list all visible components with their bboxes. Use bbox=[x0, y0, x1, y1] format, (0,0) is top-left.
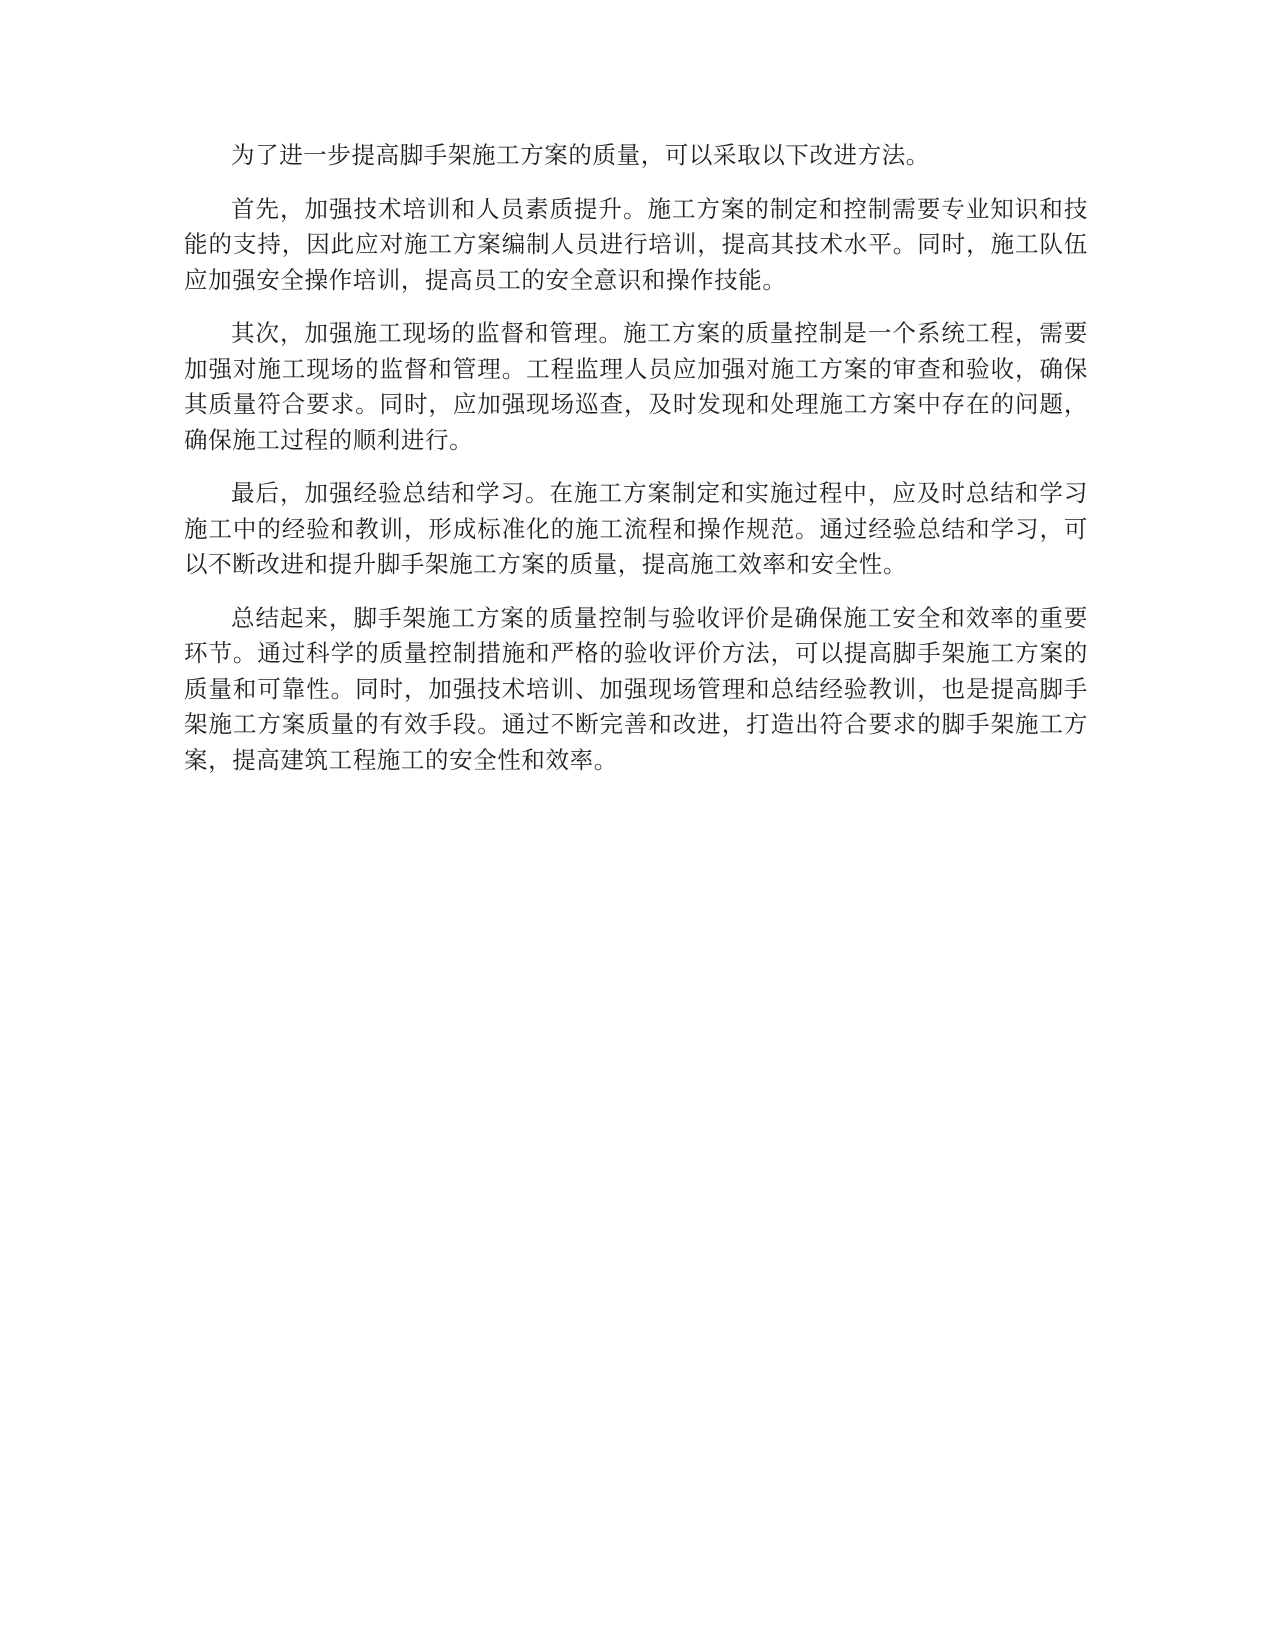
paragraph-summary: 总结起来，脚手架施工方案的质量控制与验收评价是确保施工安全和效率的重要环节。通过科学的质量控制措施和严格的验收评价方法，可以提高脚手架施工方案的质量和可靠性。同时，加强技术培训、加强现场管理和总结经验教训，也是提高脚手架施工方案质量的有效手段。通过不断完善和改进，打造出符合要求的脚手架施工方案，提高建筑工程施工的安全性和效率。 bbox=[184, 603, 1088, 774]
document-body bbox=[184, 138, 1088, 796]
paragraph-first: 首先，加强技术培训和人员素质提升。施工方案的制定和控制需要专业知识和技能的支持，因此应对施工方案编制人员进行培训，提高其技术水平。同时，施工队伍应加强安全操作培训，提高员工的安全意识和操作技能。 bbox=[184, 194, 1088, 294]
paragraph-intro: 为了进一步提高脚手架施工方案的质量，可以采取以下改进方法。 bbox=[231, 141, 930, 169]
paragraph-last: 最后，加强经验总结和学习。在施工方案制定和实施过程中，应及时总结和学习施工中的经验和教训，形成标准化的施工流程和操作规范。通过经验总结和学习，可以不断改进和提升脚手架施工方案的质量，提高施工效率和安全性。 bbox=[184, 479, 1088, 578]
paragraph-second: 其次，加强施工现场的监督和管理。施工方案的质量控制是一个系统工程，需要加强对施工现场的监督和管理。工程监理人员应加强对施工方案的审查和验收，确保其质量符合要求。同时，应加强现场巡查，及时发现和处理施工方案中存在的问题，确保施工过程的顺利进行。 bbox=[184, 319, 1088, 454]
